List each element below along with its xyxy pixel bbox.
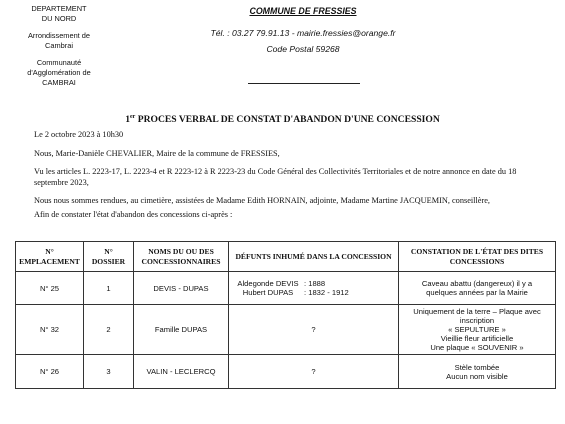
- defunt-entry: [232, 279, 395, 288]
- postal-code: Code Postal 59268: [266, 44, 340, 54]
- cell-dossier: 1: [84, 272, 134, 305]
- cell-defunts-unknown: ?: [229, 355, 399, 389]
- defunt-name: Aldegonde DEVIS: [237, 279, 299, 288]
- title-text: PROCES VERBAL DE CONSTAT D'ABANDON D'UNE CONCESSION: [135, 114, 440, 126]
- department-label: DEPARTEMENT: [31, 4, 87, 13]
- arrondissement-name: Cambrai: [45, 41, 73, 50]
- header-divider: [248, 83, 360, 84]
- cell-emplacement: N° 25: [16, 272, 84, 305]
- etat-line: Une plaque « SOUVENIR »: [430, 343, 524, 352]
- cell-etat: [399, 272, 556, 305]
- cell-etat: [399, 355, 556, 389]
- cell-dossier: 2: [84, 305, 134, 355]
- cell-concessionnaires: Famille DUPAS: [134, 305, 229, 355]
- header-right-block: [178, 6, 428, 54]
- commune-title: COMMUNE DE FRESSIES: [249, 6, 357, 16]
- cell-concessionnaires: VALIN - LECLERCQ: [134, 355, 229, 389]
- cell-defunts-unknown: ?: [229, 305, 399, 355]
- defunt-dates: : 1832 - 1912: [304, 288, 349, 297]
- table-row: [16, 305, 556, 355]
- etat-line: Caveau abattu (dangereux) il y a: [421, 279, 533, 288]
- defunt-entry: [232, 288, 395, 297]
- title-number: 1: [125, 114, 130, 126]
- header-left-block: [4, 4, 114, 88]
- cell-defunts: [229, 272, 399, 305]
- communaute-label-2: d'Agglomération de: [27, 68, 91, 77]
- etat-line: Aucun nom visible: [446, 371, 508, 381]
- cell-dossier: 3: [84, 355, 134, 389]
- defunt-dates: : 1888: [304, 279, 326, 288]
- paragraph-articles: Vu les articles L. 2223-17, L. 2223-4 et R 2223-12 à R 2223-23 du Code Général des Collectivités Territoriales et de notre annonce en date du 18 septembre 2023,: [34, 167, 517, 187]
- etat-line: Uniquement de la terre – Plaque avec inscription: [413, 307, 541, 325]
- department-name: DU NORD: [41, 14, 77, 23]
- etat-line: « SEPULTURE »: [448, 325, 506, 334]
- header-etat: CONSTATION DE L'ÉTAT DES DITES CONCESSIONS: [399, 242, 556, 272]
- etat-line: quelques années par la Mairie: [426, 288, 528, 297]
- communaute-label: Communauté: [36, 58, 82, 67]
- header-dossier: N° DOSSIER: [84, 242, 134, 272]
- paragraph-purpose: Afin de constater l'état d'abandon des concessions ci-après :: [34, 210, 233, 219]
- header-emplacement: N° EMPLACEMENT: [16, 242, 84, 272]
- date-line: Le 2 octobre 2023 à 10h30: [34, 130, 124, 139]
- table-header-row: [16, 242, 556, 272]
- etat-line: Stèle tombée: [454, 362, 500, 372]
- cell-etat: [399, 305, 556, 355]
- cell-emplacement: N° 32: [16, 305, 84, 355]
- defunt-name: Hubert DUPAS: [242, 288, 294, 297]
- document-title: [0, 114, 565, 125]
- arrondissement-label: Arrondissement de: [27, 31, 91, 40]
- communaute-name: CAMBRAI: [42, 78, 76, 87]
- etat-line: Vieillie fleur artificielle: [440, 334, 514, 343]
- cell-emplacement: N° 26: [16, 355, 84, 389]
- cell-concessionnaires: DEVIS - DUPAS: [134, 272, 229, 305]
- table-row: [16, 272, 556, 305]
- table-row: [16, 355, 556, 389]
- paragraph-visit: Nous nous sommes rendues, au cimetière, assistées de Madame Edith HORNAIN, adjointe, Madame Martine JACQUEMIN, conseillère,: [34, 196, 490, 205]
- header-concessionnaires: NOMS DU OU DES CONCESSIONNAIRES: [134, 242, 229, 272]
- paragraph-mayor: Nous, Marie-Danièle CHEVALIER, Maire de la commune de FRESSIES,: [34, 149, 280, 158]
- title-ordinal: er: [129, 114, 136, 120]
- concessions-table: [15, 241, 556, 389]
- contact-line: Tél. : 03.27 79.91.13 - mairie.fressies@orange.fr: [210, 28, 396, 38]
- header-defunts: DÉFUNTS INHUMÉ DANS LA CONCESSION: [229, 242, 399, 272]
